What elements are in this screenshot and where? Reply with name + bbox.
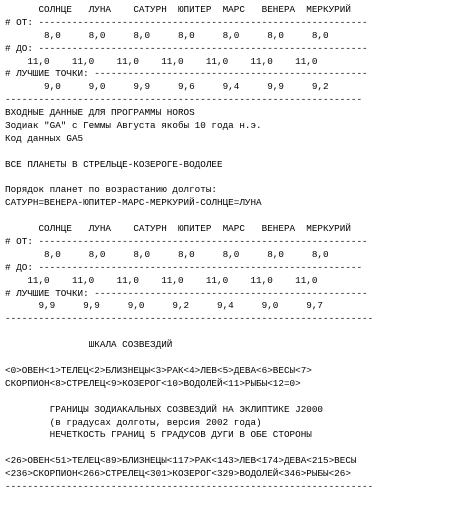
table1-to-row-label: # ДО: -----------------------------------------------------------	[5, 42, 368, 54]
data-code: Код данных GA5	[5, 132, 84, 144]
table1-from-row-label: # ОТ: -----------------------------------------------------------	[5, 16, 368, 28]
constellation-scale-title: ШКАЛА СОЗВЕЗДИЙ	[5, 339, 173, 351]
separator-line: ------------------------------------------------------------------	[5, 313, 374, 325]
boundaries-fuzziness-note: НЕЧЕТКОСТЬ ГРАНИЦ 5 ГРАДУСОВ ДУГИ В ОБЕ СТОРОНЫ	[5, 429, 312, 441]
separator-line: ----------------------------------------------------------------	[5, 94, 363, 106]
table2-best-points-label: # ЛУЧШИЕ ТОЧКИ: -------------------------------------------------	[5, 287, 368, 299]
planets-constellation-note: ВСЕ ПЛАНЕТЫ В СТРЕЛЬЦЕ-КОЗЕРОГЕ-ВОДОЛЕЕ	[5, 158, 223, 170]
boundaries-title: ГРАНИЦЫ ЗОДИАКАЛЬНЫХ СОЗВЕЗДИЙ НА ЭКЛИПТИКЕ J2000	[5, 403, 324, 415]
blank-line	[5, 146, 445, 159]
blank-line	[5, 172, 445, 185]
table2-best-points-values: 9,9 9,9 9,0 9,2 9,4 9,0 9,7	[5, 300, 324, 312]
table2-header: СОЛНЦЕ ЛУНА САТУРН ЮПИТЕР МАРС ВЕНЕРА МЕРКУРИЙ	[5, 223, 351, 235]
blank-line	[5, 442, 445, 455]
table1-header: СОЛНЦЕ ЛУНА САТУРН ЮПИТЕР МАРС ВЕНЕРА МЕРКУРИЙ	[5, 4, 351, 15]
boundaries-line-1: <26>ОВЕН<51>ТЕЛЕЦ<89>БЛИЗНЕЦЫ<117>РАК<143>ЛЕВ<174>ДЕВА<215>ВЕСЫ	[5, 455, 357, 467]
input-data-heading: ВХОДНЫЕ ДАННЫЕ ДЛЯ ПРОГРАММЫ HOROS	[5, 107, 195, 119]
table1-from-values: 8,0 8,0 8,0 8,0 8,0 8,0 8,0	[5, 29, 329, 41]
blank-line	[5, 352, 445, 365]
table2-from-values: 8,0 8,0 8,0 8,0 8,0 8,0 8,0	[5, 248, 329, 260]
table1-best-points-label: # ЛУЧШИЕ ТОЧКИ: -------------------------------------------------	[5, 68, 368, 80]
constellation-scale-line-1: <0>ОВЕН<1>ТЕЛЕЦ<2>БЛИЗНЕЦЫ<3>РАК<4>ЛЕВ<5>ДЕВА<6>ВЕСЫ<7>	[5, 364, 312, 376]
planet-order-heading: Порядок планет по возрастанию долготы:	[5, 184, 218, 196]
table1-to-values: 11,0 11,0 11,0 11,0 11,0 11,0 11,0	[5, 55, 318, 67]
constellation-scale-line-2: СКОРПИОН<8>СТРЕЛЕЦ<9>КОЗЕРОГ<10>ВОДОЛЕЙ<11>РЫБЫ<12=0>	[5, 377, 301, 389]
zodiac-description: Зодиак "GA" с Геммы Августа якобы 10 года н.э.	[5, 120, 262, 132]
blank-line	[5, 326, 445, 339]
boundaries-units-note: (в градусах долготы, версия 2002 года)	[5, 416, 262, 428]
blank-line	[5, 210, 445, 223]
table2-from-row-label: # ОТ: -----------------------------------------------------------	[5, 236, 368, 248]
table1-best-points-values: 9,0 9,0 9,9 9,6 9,4 9,9 9,2	[5, 81, 329, 93]
table2-to-row-label: # ДО: ----------------------------------------------------------	[5, 261, 363, 273]
text-output	[5, 4, 445, 504]
table2-to-values: 11,0 11,0 11,0 11,0 11,0 11,0 11,0	[5, 274, 318, 286]
separator-line: ------------------------------------------------------------------	[5, 480, 374, 492]
boundaries-line-2: <236>СКОРПИОН<266>СТРЕЛЕЦ<301>КОЗЕРОГ<329>ВОДОЛЕЙ<346>РЫБЫ<26>	[5, 468, 351, 480]
blank-line	[5, 391, 445, 404]
planet-order-sequence: САТУРН=ВЕНЕРА-ЮПИТЕР-МАРС-МЕРКУРИЙ-СОЛНЦЕ=ЛУНА	[5, 197, 262, 209]
